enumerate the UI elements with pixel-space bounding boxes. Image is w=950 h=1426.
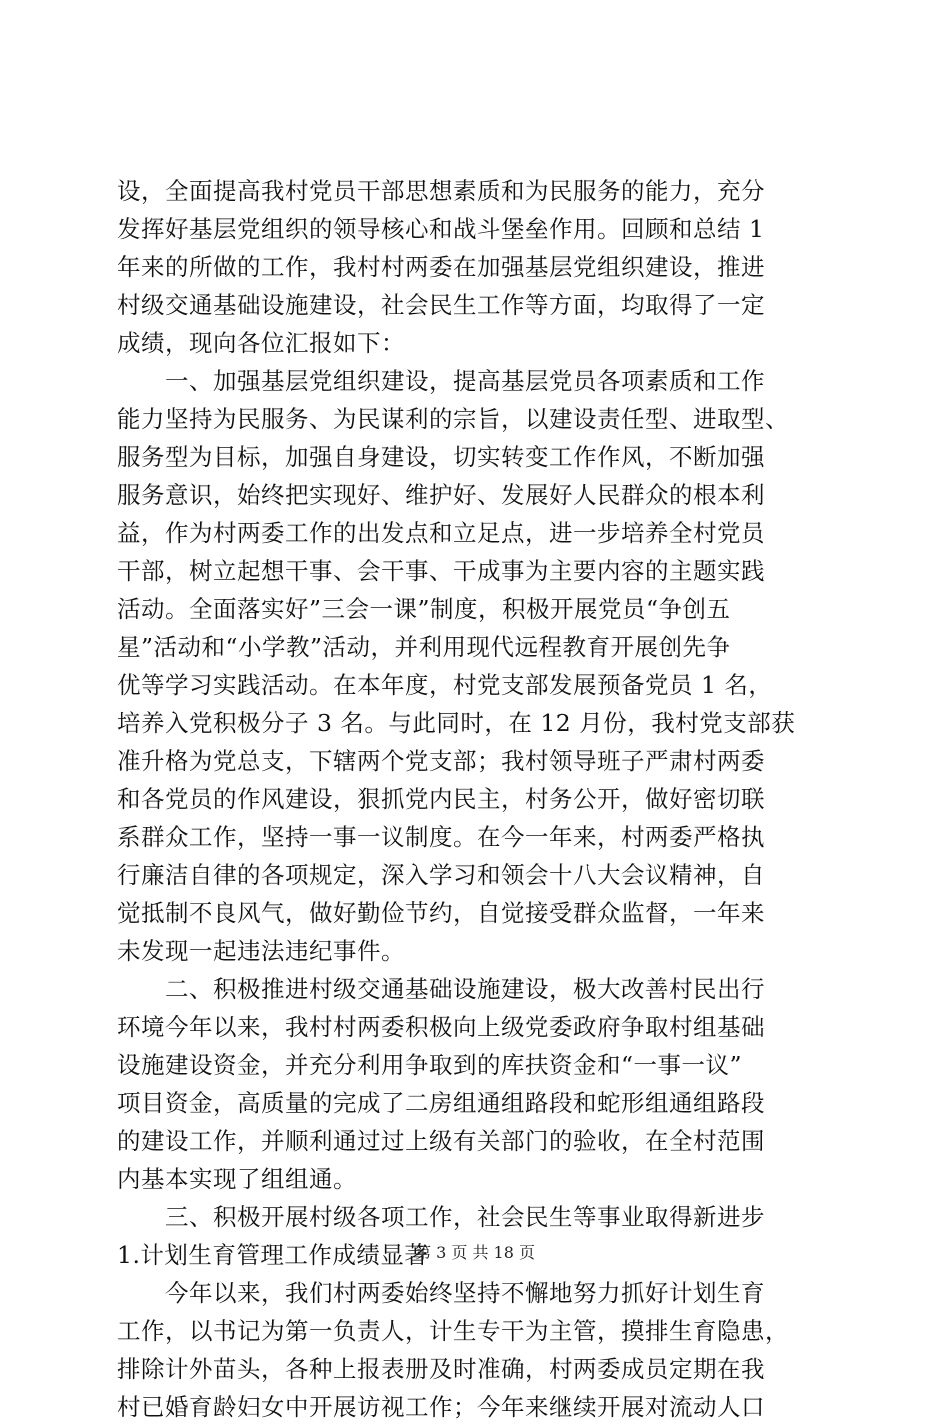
text-line: 环境今年以来，我村村两委积极向上级党委政府争取村组基础	[117, 1013, 765, 1041]
text-line: 设施建设资金，并充分利用争取到的库扶资金和“一事一议”	[117, 1051, 743, 1079]
text-line: 活动。全面落实好”三会一课”制度，积极开展党员“争创五	[117, 595, 731, 623]
text-line: 设，全面提高我村党员干部思想素质和为民服务的能力，充分	[117, 177, 765, 205]
text-line: 内基本实现了组组通。	[117, 1165, 357, 1193]
text-line: 三、积极开展村级各项工作，社会民生等事业取得新进步	[117, 1203, 765, 1231]
text-line: 年来的所做的工作，我村村两委在加强基层党组织建设，推进	[117, 253, 765, 281]
text-line: 优等学习实践活动。在本年度，村党支部发展预备党员 1 名，	[117, 671, 773, 699]
text-line: 排除计外苗头，各种上报表册及时准确，村两委成员定期在我	[117, 1355, 765, 1383]
text-line: 项目资金，高质量的完成了二房组通组路段和蛇形组通组路段	[117, 1089, 765, 1117]
text-line: 二、积极推进村级交通基础设施建设，极大改善村民出行	[117, 975, 765, 1003]
text-line: 益，作为村两委工作的出发点和立足点，进一步培养全村党员	[117, 519, 765, 547]
text-line: 今年以来，我们村两委始终坚持不懈地努力抓好计划生育	[117, 1279, 765, 1307]
text-line: 未发现一起违法违纪事件。	[117, 937, 405, 965]
text-line: 工作，以书记为第一负责人，计生专干为主管，摸排生育隐患，	[117, 1317, 789, 1345]
text-line: 发挥好基层党组织的领导核心和战斗堡垒作用。回顾和总结 1	[117, 215, 765, 243]
text-line: 干部，树立起想干事、会干事、干成事为主要内容的主题实践	[117, 557, 765, 585]
text-line: 觉抵制不良风气，做好勤俭节约，自觉接受群众监督，一年来	[117, 899, 765, 927]
text-line: 能力坚持为民服务、为民谋利的宗旨，以建设责任型、进取型、	[117, 405, 789, 433]
text-line: 服务型为目标，加强自身建设，切实转变工作作风，不断加强	[117, 443, 765, 471]
text-line: 成绩，现向各位汇报如下：	[117, 329, 405, 357]
text-line: 行廉洁自律的各项规定，深入学习和领会十八大会议精神，自	[117, 861, 765, 889]
text-line: 培养入党积极分子 3 名。与此同时，在 12 月份，我村党支部获	[117, 709, 796, 737]
text-line: 服务意识，始终把实现好、维护好、发展好人民群众的根本利	[117, 481, 765, 509]
text-line: 准升格为党总支，下辖两个党支部；我村领导班子严肃村两委	[117, 747, 765, 775]
text-line: 系群众工作，坚持一事一议制度。在今一年来，村两委严格执	[117, 823, 765, 851]
text-line: 星”活动和“小学教”活动，并利用现代远程教育开展创先争	[117, 633, 731, 661]
text-line: 一、加强基层党组织建设，提高基层党员各项素质和工作	[117, 367, 765, 395]
body-text	[117, 172, 837, 1426]
text-line: 村已婚育龄妇女中开展访视工作；今年来继续开展对流动人口	[117, 1393, 765, 1421]
text-line: 和各党员的作风建设，狠抓党内民主，村务公开，做好密切联	[117, 785, 765, 813]
text-line: 1.计划生育管理工作成绩显著	[117, 1241, 429, 1269]
text-line: 的建设工作，并顺利通过过上级有关部门的验收，在全村范围	[117, 1127, 765, 1155]
text-line: 村级交通基础设施建设，社会民生工作等方面，均取得了一定	[117, 291, 765, 319]
page-footer: 第 3 页 共 18 页	[415, 1243, 535, 1262]
